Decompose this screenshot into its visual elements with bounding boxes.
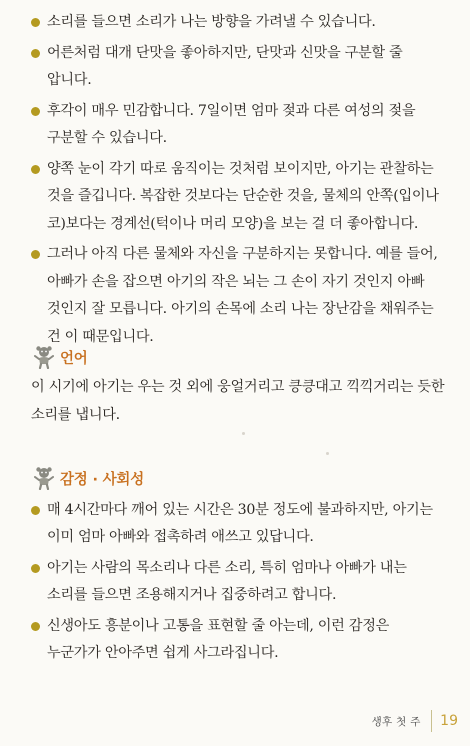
language-section-heading: [34, 344, 88, 370]
list-item-text: 후각이 매우 민감합니다. 7일이면 엄마 젖과 다른 여성의 젖을 구분할 수 있습니다.: [47, 102, 416, 146]
bullet-dot: [31, 107, 40, 116]
emotion-bullet-list: [0, 497, 470, 671]
list-item-text: 어른처럼 대개 단맛을 좋아하지만, 단맛과 신맛을 구분할 줄 압니다.: [47, 44, 403, 88]
list-item: [0, 241, 470, 351]
mascot-character-icon: [34, 466, 54, 490]
list-item: [0, 613, 470, 667]
emotion-section-heading: [34, 465, 144, 491]
list-item: [0, 497, 470, 551]
list-item: [0, 156, 470, 239]
list-item-text: 아기는 사람의 목소리나 다른 소리, 특히 엄마나 아빠가 내는 소리를 들으면 조용해지거나 집중하려고 합니다.: [47, 560, 407, 603]
list-item-text: 그러나 아직 다른 물체와 자신을 구분하지는 못합니다. 예를 들어, 아빠가 손을 잡으면 아기의 작은 뇌는 그 손이 자기 것인지 아빠 것인지 잘 모릅니다. 아기의 손목에 소리 나는 장난감을 채워주는 건 이 때문입니다.: [47, 246, 438, 345]
page-number: 19: [440, 713, 458, 729]
page-footer: [372, 706, 470, 736]
bullet-dot: [31, 506, 40, 515]
bullet-dot: [31, 250, 40, 259]
section-title: 언어: [60, 350, 88, 367]
section-title: 감정 · 사회성: [60, 471, 145, 488]
list-item: [0, 40, 470, 95]
bullet-dot: [31, 622, 40, 631]
language-paragraph: 이 시기에 아기는 우는 것 외에 웅얼거리고 킁킁대고 끽끽거리는 듯한 소리를 냅니다.: [31, 379, 445, 423]
bullet-dot: [31, 165, 40, 174]
list-item-text: 매 4시간마다 깨어 있는 시간은 30분 정도에 불과하지만, 아기는 이미 엄마 아빠와 접촉하려 애쓰고 있답니다.: [47, 502, 433, 545]
list-item: [0, 9, 470, 37]
bullet-dot: [31, 49, 40, 58]
list-item-text: 신생아도 흥분이나 고통을 표현할 줄 아는데, 이런 감정은 누군가가 안아주면 쉽게 사그라집니다.: [47, 618, 389, 661]
paper-speck: [242, 432, 245, 435]
list-item: [0, 555, 470, 609]
paper-speck: [326, 452, 329, 455]
footer-divider: [431, 710, 433, 732]
mascot-character-icon: [34, 345, 54, 369]
footer-section-title: 생후 첫 주: [371, 715, 421, 728]
bullet-dot: [31, 18, 40, 27]
list-item-text: 양쪽 눈이 각기 따로 움직이는 것처럼 보이지만, 아기는 관찰하는 것을 즐깁니다. 복잡한 것보다는 단순한 것을, 물체의 안쪽(입이나 코)보다는 경계선(턱이나 머리 모양)을 보는 걸 더 좋아합니다.: [47, 160, 439, 232]
list-item-text: 소리를 들으면 소리가 나는 방향을 가려낼 수 있습니다.: [47, 14, 376, 30]
list-item: [0, 98, 470, 153]
bullet-dot: [31, 564, 40, 573]
development-bullet-list: [0, 9, 470, 354]
